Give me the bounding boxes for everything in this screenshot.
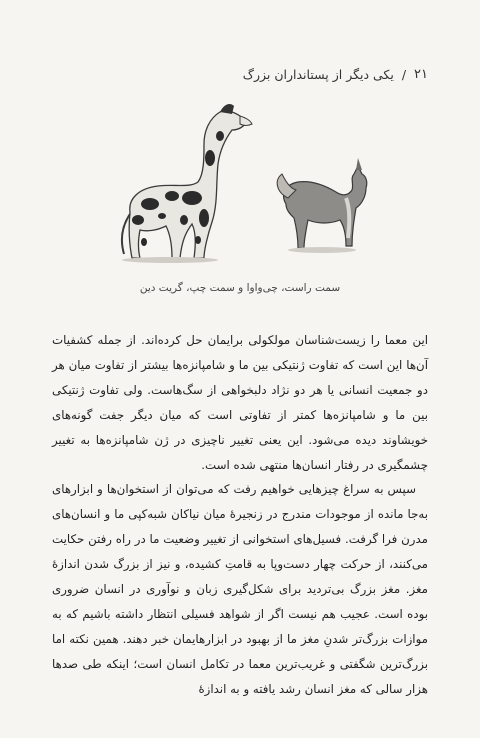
- body-text: [52, 328, 428, 702]
- running-title: یکی دیگر از پستانداران بزرگ: [242, 66, 394, 82]
- chihuahua-illustration: [277, 158, 367, 253]
- figure-caption: سمت راست، چی‌واوا و سمت چپ، گریت دین: [139, 282, 341, 294]
- running-header: [60, 64, 428, 84]
- dogs-illustration: [100, 100, 400, 270]
- page-number: ۲۱: [414, 66, 428, 82]
- paragraph: سپس به سراغ چیزهایی خواهیم رفت که می‌توان از استخوان‌ها و ابزارهای به‌جا مانده از موجودات مندرج در زنجیرهٔ میان نیاکان شبه‌کپی ما و انسان‌های مدرن فرا گرفت. فسیل‌های استخوانی از تغییر وضعیت ما در راه رفتن حکایت می‌کنند، از حرکت چهار دست‌وپا به قامتِ کشیده، و نیز از بزرگ شدن اندازهٔ مغز. مغز بزرگ بی‌تردید برای شکل‌گیری زبان و نوآوری در انسان ضروری بوده است. عجیب هم نیست اگر از شواهد فسیلی انتظار داشته باشیم که به موازات بزرگ‌تر شدنِ مغز ما از بهبود در ابزارهایمان خبر دهند. همین نکته اما بزرگ‌ترین شگفتی و غریب‌ترین معما در تکامل انسان است؛ اینکه طی صدها هزار سالی که مغز انسان رشد یافته و به اندازهٔ: [52, 482, 428, 696]
- header-separator: /: [401, 66, 407, 82]
- great-dane-illustration: [122, 104, 252, 263]
- paragraph: این معما را زیست‌شناسان مولکولی برایمان حل کرده‌اند. از جمله کشفیات آن‌ها این است که تفاوت ژنتیکی بین ما و شامپانزه‌ها بیشتر از تفاوت میان هر دو جمعیت انسانی یا هر دو نژاد دلبخواهی از سگ‌هاست. ولی تفاوت ژنتیکی بین ما و شامپانزه‌ها کمتر از تفاوتی است که میان دیگر جفت گونه‌های خویشاوند دیده می‌شود. این یعنی تغییر ناچیزی در ژن شامپانزه‌ها به تغییر چشمگیری در رفتار انسان‌ها منتهی شده است.: [52, 333, 428, 472]
